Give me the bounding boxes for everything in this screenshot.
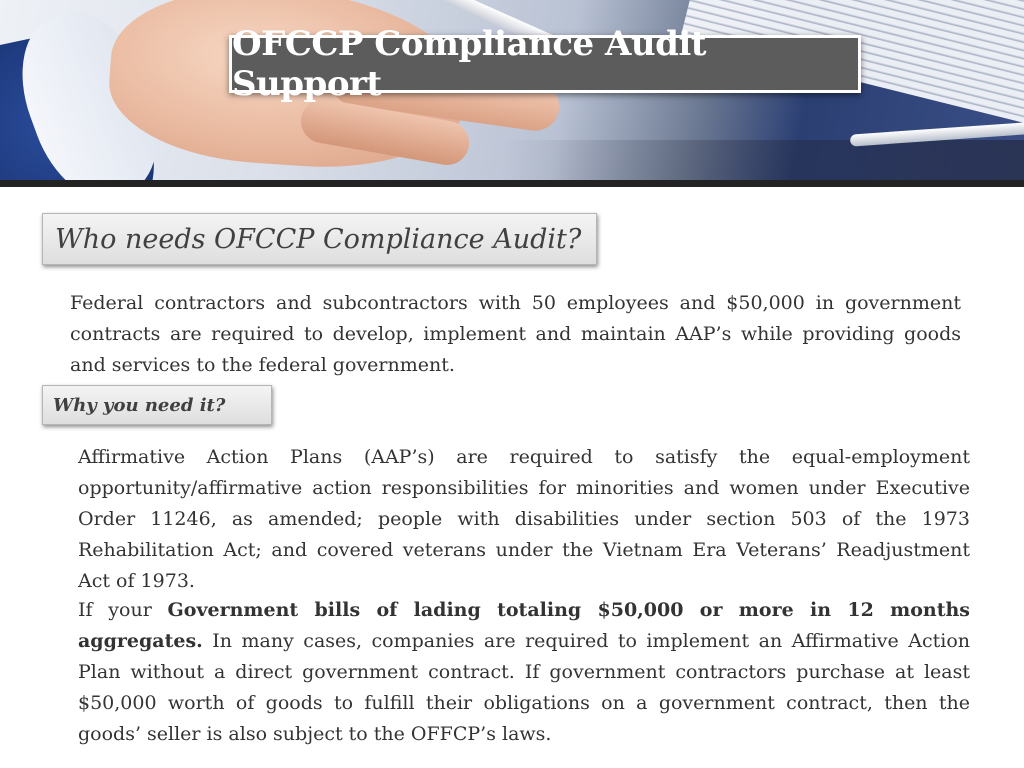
section-heading-who-needs bbox=[42, 213, 597, 265]
paragraph-text: If your bbox=[78, 599, 168, 621]
paragraph-bold-text: Government bills of lading totaling $50,000 or more in 12 months aggregates. bbox=[78, 599, 971, 652]
section-paragraph-who-needs: Federal contractors and subcontractors with 50 employees and $50,000 in government contracts are required to develop, implement and maintain AAP’s while providing goods and services to the federal government. bbox=[70, 292, 961, 376]
section-paragraph-aap-requirements: Affirmative Action Plans (AAP’s) are required to satisfy the equal-employment opportunity/affirmative action responsibilities for minorities and women under Executive Order 11246, as amended; people with disabilities under section 503 of the 1973 Rehabilitation Act; and covered veterans under the Vietnam Era Veterans’ Readjustment Act of 1973. bbox=[78, 446, 970, 592]
banner-divider bbox=[0, 180, 1024, 187]
section-heading-why-need bbox=[42, 385, 272, 425]
page-title: OFCCP Compliance Audit Support bbox=[232, 24, 707, 104]
desk-surface bbox=[500, 140, 1024, 180]
page-title-box bbox=[229, 24, 861, 104]
section-heading-label: Who needs OFCCP Compliance Audit? bbox=[55, 223, 582, 255]
section-paragraph-bills-of-lading bbox=[78, 595, 970, 750]
section-heading-label: Why you need it? bbox=[53, 394, 226, 416]
paragraph-text: In many cases, companies are required to implement an Affirmative Action Plan without a direct government contract. If government contractors purchase at least $50,000 worth of goods to fulfill their obligations on a government contract, then the goods’ seller is also subject to the OFFCP’s laws. bbox=[78, 630, 970, 745]
